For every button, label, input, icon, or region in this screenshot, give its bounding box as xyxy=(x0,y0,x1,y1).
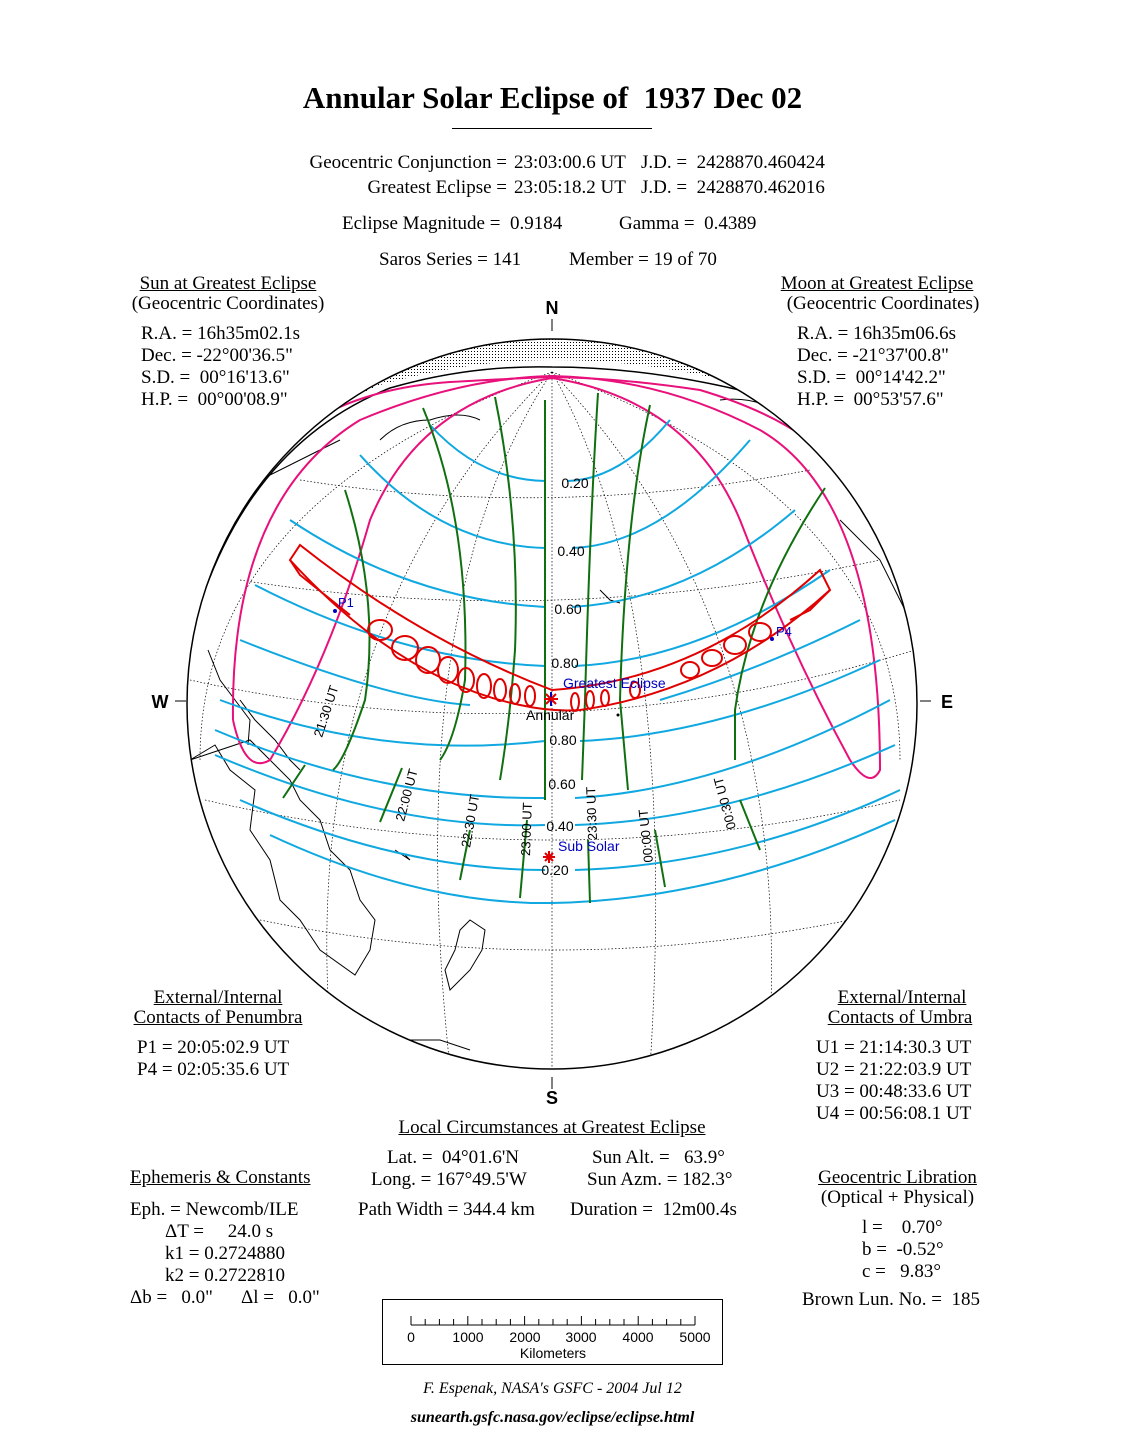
libration-l: l = 0.70° xyxy=(862,1217,943,1238)
local-lat: Lat. = 04°01.6'N xyxy=(387,1147,520,1168)
ephemeris-delta-b: Δb = 0.0" xyxy=(130,1287,213,1308)
credit-line: F. Espenak, NASA's GSFC - 2004 Jul 12 xyxy=(423,1380,682,1397)
libration-subheading: (Optical + Physical) xyxy=(820,1187,975,1208)
sun-heading: Sun at Greatest Eclipse xyxy=(139,273,317,294)
scale-tick-label-1000: 1000 xyxy=(452,1329,484,1345)
time-label-0030: 00:30 UT xyxy=(710,775,739,832)
compass-west: W xyxy=(151,692,169,712)
greatest-eclipse-time: 23:05:18.2 UT xyxy=(514,177,626,198)
compass-east: E xyxy=(940,692,954,712)
page-title: Annular Solar Eclipse of 1937 Dec 02 xyxy=(302,80,803,115)
p1-label: P1 xyxy=(338,595,354,610)
time-label-2130: 21:30 UT xyxy=(310,683,342,739)
local-sun-alt: Sun Alt. = 63.9° xyxy=(592,1147,725,1168)
sun-dec: Dec. = -22°00'36.5" xyxy=(141,345,293,366)
umbra-u3: U3 = 00:48:33.6 UT xyxy=(816,1081,972,1102)
umbra-u4: U4 = 00:56:08.1 UT xyxy=(816,1103,972,1124)
penumbra-p1: P1 = 20:05:02.9 UT xyxy=(137,1037,290,1058)
greatest-eclipse-label: Greatest Eclipse = xyxy=(367,177,507,198)
geocentric-conjunction-jd: J.D. = 2428870.460424 xyxy=(641,152,825,173)
terminator-line xyxy=(205,367,905,590)
moon-sd: S.D. = 00°14'42.2" xyxy=(797,367,946,388)
compass-south: S xyxy=(545,1088,559,1108)
ephemeris-heading: Ephemeris & Constants xyxy=(130,1167,311,1188)
libration-brown-lunation: Brown Lun. No. = 185 xyxy=(802,1289,981,1310)
sun-hp: H.P. = 00°00'08.9" xyxy=(141,389,288,410)
scale-tick-label-5000: 5000 xyxy=(679,1329,711,1345)
geocentric-conjunction-time: 23:03:00.6 UT xyxy=(514,152,626,173)
mag-label-s-060: 0.60 xyxy=(548,776,576,792)
umbra-u2: U2 = 21:22:03.9 UT xyxy=(816,1059,972,1080)
island-dot xyxy=(617,714,620,717)
mag-label-s-040: 0.40 xyxy=(546,818,574,834)
libration-c: c = 9.83° xyxy=(862,1261,941,1282)
annular-label: Annular xyxy=(526,707,575,723)
saros-member: Member = 19 of 70 xyxy=(569,249,717,270)
mag-label-n-060: 0.60 xyxy=(554,601,582,617)
moon-dec: Dec. = -21°37'00.8" xyxy=(797,345,949,366)
ephemeris-delta-l: Δl = 0.0" xyxy=(241,1287,320,1308)
libration-heading: Geocentric Libration xyxy=(818,1167,977,1188)
time-label-2230: 22:30 UT xyxy=(458,793,483,849)
time-label-2200: 22:00 UT xyxy=(392,767,421,823)
ephemeris-k2: k2 = 0.2722810 xyxy=(165,1265,285,1286)
time-label-2330: 23:30 UT xyxy=(583,786,600,841)
local-sun-azm: Sun Azm. = 182.3° xyxy=(587,1169,733,1190)
moon-subheading: (Geocentric Coordinates) xyxy=(786,293,980,314)
greatest-eclipse-marker xyxy=(544,692,558,706)
saros-series: Saros Series = 141 xyxy=(379,249,522,270)
mag-label-n-020: 0.20 xyxy=(561,475,589,491)
mag-label-s-080: 0.80 xyxy=(549,732,577,748)
p4-marker xyxy=(770,637,774,641)
umbra-heading-2: Contacts of Umbra xyxy=(827,1007,973,1028)
local-heading: Local Circumstances at Greatest Eclipse xyxy=(398,1117,706,1138)
scale-bar xyxy=(382,1299,723,1365)
moon-ra: R.A. = 16h35m06.6s xyxy=(797,323,957,344)
local-path-width: Path Width = 344.4 km xyxy=(358,1199,535,1220)
scale-tick-label-4000: 4000 xyxy=(622,1329,654,1345)
sub-solar-label: Sub Solar xyxy=(558,838,620,854)
moon-heading: Moon at Greatest Eclipse xyxy=(780,273,974,294)
moon-hp: H.P. = 00°53'57.6" xyxy=(797,389,944,410)
mag-label-n-080: 0.80 xyxy=(551,655,579,671)
ephemeris-k1: k1 = 0.2724880 xyxy=(165,1243,285,1264)
time-label-0000: 00:00 UT xyxy=(635,808,656,864)
mag-label-n-040: 0.40 xyxy=(557,543,585,559)
eclipse-magnitude: Eclipse Magnitude = 0.9184 xyxy=(342,213,563,234)
scale-unit-label: Kilometers xyxy=(519,1345,587,1361)
gamma-value: Gamma = 0.4389 xyxy=(619,213,757,234)
local-long: Long. = 167°49.5'W xyxy=(371,1169,527,1190)
sun-ra: R.A. = 16h35m02.1s xyxy=(141,323,301,344)
penumbra-heading-2: Contacts of Penumbra xyxy=(133,1007,303,1028)
libration-b: b = -0.52° xyxy=(862,1239,944,1260)
scale-tick-label-2000: 2000 xyxy=(509,1329,541,1345)
p4-label: P4 xyxy=(776,624,792,639)
ephemeris-eph: Eph. = Newcomb/ILE xyxy=(130,1199,299,1220)
source-url: sunearth.gsfc.nasa.gov/eclipse/eclipse.html xyxy=(410,1409,695,1426)
penumbra-heading-1: External/Internal xyxy=(153,987,283,1008)
scale-tick-label-3000: 3000 xyxy=(565,1329,597,1345)
penumbra-p4: P4 = 02:05:35.6 UT xyxy=(137,1059,290,1080)
time-label-2300: 23:00 UT xyxy=(518,802,535,857)
sun-subheading: (Geocentric Coordinates) xyxy=(131,293,325,314)
compass-north: N xyxy=(545,298,559,318)
greatest-eclipse-jd: J.D. = 2428870.462016 xyxy=(641,177,825,198)
ephemeris-delta-t: ΔT = 24.0 s xyxy=(165,1221,274,1242)
umbra-heading-1: External/Internal xyxy=(837,987,967,1008)
geocentric-conjunction-label: Geocentric Conjunction = xyxy=(309,152,507,173)
scale-tick-label-0: 0 xyxy=(407,1329,415,1345)
local-duration: Duration = 12m00.4s xyxy=(570,1199,737,1220)
mag-label-s-020: 0.20 xyxy=(541,862,569,878)
sun-sd: S.D. = 00°16'13.6" xyxy=(141,367,290,388)
umbra-u1: U1 = 21:14:30.3 UT xyxy=(816,1037,972,1058)
p1-marker xyxy=(333,609,337,613)
greatest-eclipse-label: Greatest Eclipse xyxy=(563,675,666,691)
